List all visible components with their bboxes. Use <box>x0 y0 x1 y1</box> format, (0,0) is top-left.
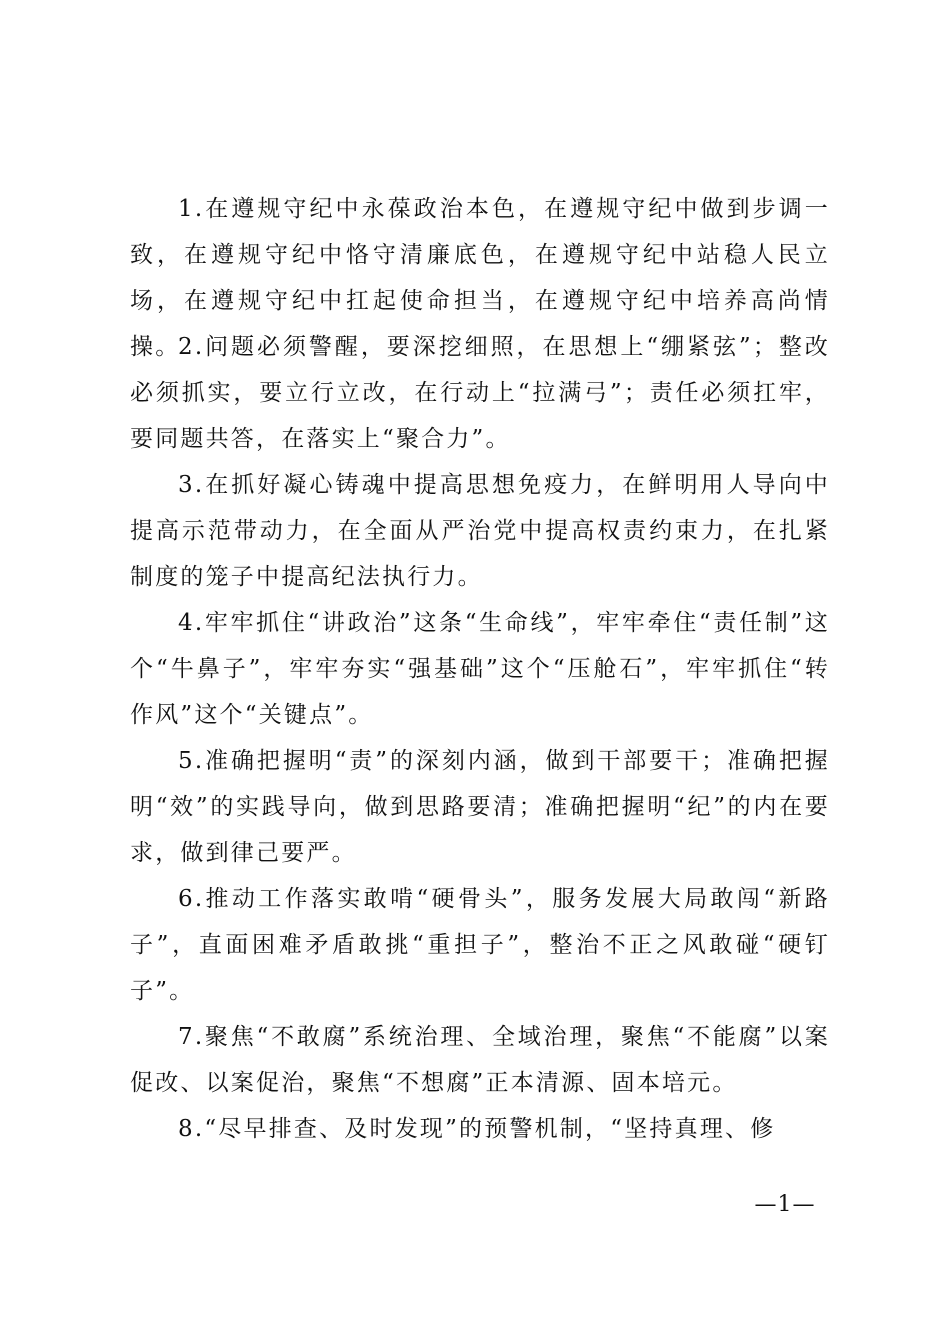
paragraph-2: 2.问题必须警醒，要深挖细照，在思想上“绷紧弦”；整改必须抓实，要立行立改，在行动上“拉满弓”；责任必须扛牢，要同题共答，在落实上“聚合力”。 <box>130 334 830 452</box>
paragraph-4: 4.牢牢抓住“讲政治”这条“生命线”，牢牢牵住“责任制”这个“牛鼻子”，牢牢夯实“强基础”这个“压舱石”，牢牢抓住“转作风”这个“关键点”。 <box>130 610 830 728</box>
paragraph-7: 7.聚焦“不敢腐”系统治理、全域治理，聚焦“不能腐”以案促改、以案促治，聚焦“不想腐”正本清源、固本培元。 <box>130 1024 830 1096</box>
document-body <box>130 186 830 1152</box>
paragraph-8: 8.“尽早排查、及时发现”的预警机制，“坚持真理、修 <box>178 1116 776 1142</box>
paragraph-6: 6.推动工作落实敢啃“硬骨头”，服务发展大局敢闯“新路子”，直面困难矛盾敢挑“重担子”，整治不正之风敢碰“硬钉子”。 <box>130 886 830 1004</box>
paragraph-3: 3.在抓好凝心铸魂中提高思想免疫力，在鲜明用人导向中提高示范带动力，在全面从严治党中提高权责约束力，在扎紧制度的笼子中提高纪法执行力。 <box>130 472 830 590</box>
paragraph-1: 1.在遵规守纪中永葆政治本色，在遵规守纪中做到步调一致，在遵规守纪中恪守清廉底色，在遵规守纪中站稳人民立场，在遵规守纪中扛起使命担当，在遵规守纪中培养高尚情操。 <box>130 196 830 360</box>
page-number: —1— <box>754 1192 816 1217</box>
paragraph-5: 5.准确把握明“责”的深刻内涵，做到干部要干；准确把握明“效”的实践导向，做到思路要清；准确把握明“纪”的内在要求，做到律己要严。 <box>130 748 830 866</box>
